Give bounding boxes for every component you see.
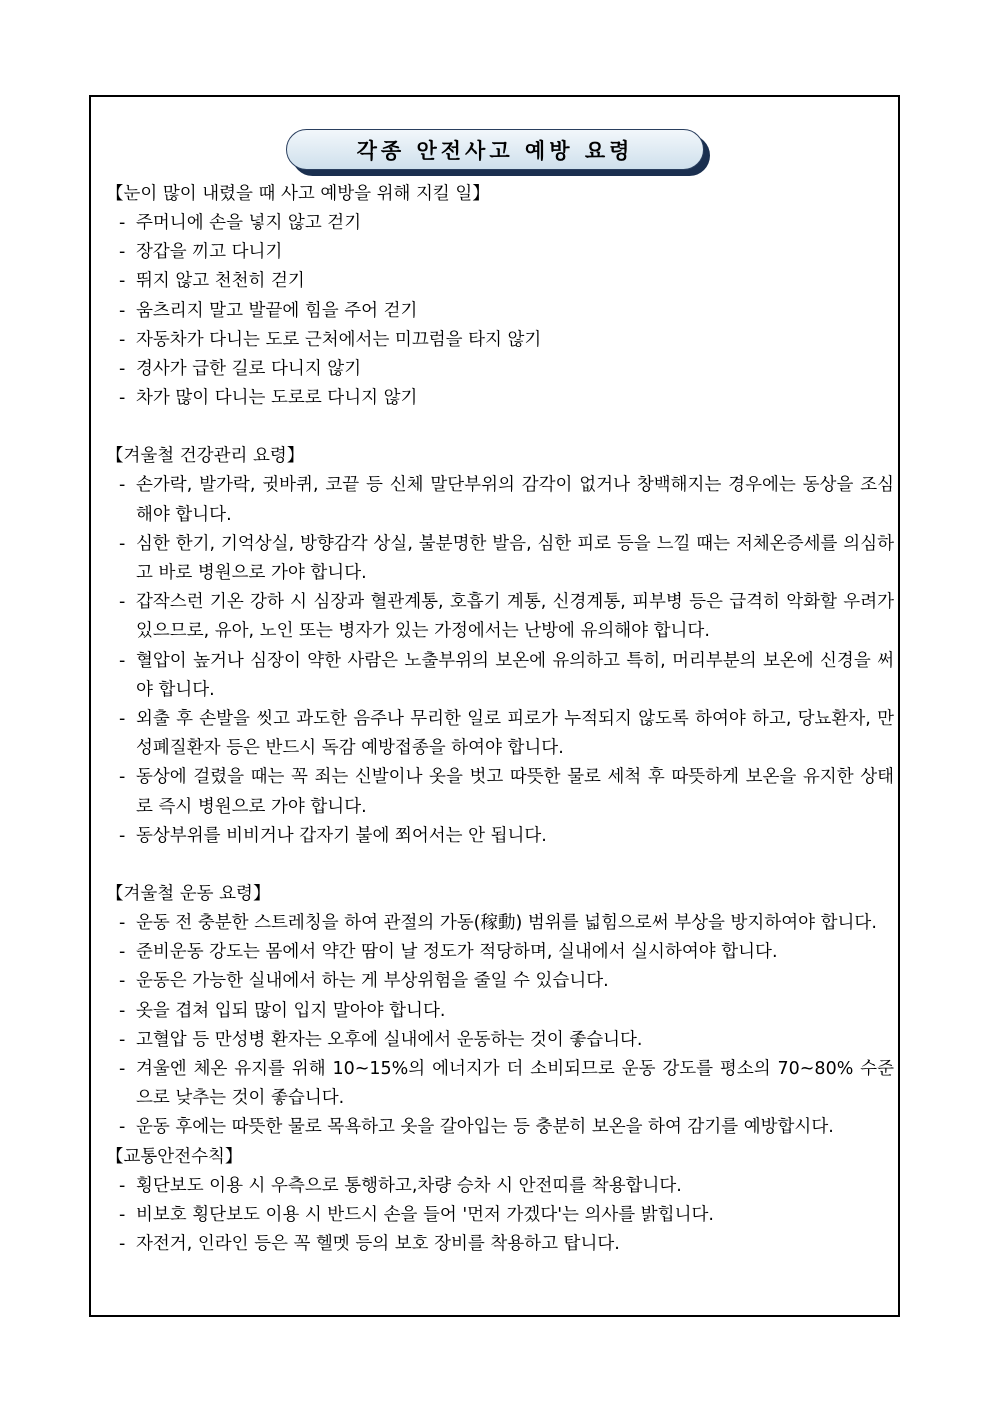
list-item: - 동상에 걸렸을 때는 꼭 죄는 신발이나 옷을 벗고 따뜻한 물로 세척 후 따뜻하게 보온을 유지한 상태로 즉시 병원으로 가야 합니다. — [106, 763, 894, 821]
list-item: - 준비운동 강도는 몸에서 약간 땀이 날 정도가 적당하며, 실내에서 실시하여야 합니다. — [106, 938, 894, 967]
page-title: 각종 안전사고 예방 요령 — [356, 138, 634, 163]
list-item: - 장갑을 끼고 다니기 — [106, 238, 894, 267]
list-item: - 운동 전 충분한 스트레칭을 하여 관절의 가동(稼動) 범위를 넓힘으로써 부상을 방지하여야 합니다. — [106, 909, 894, 938]
list-item: - 겨울엔 체온 유지를 위해 10~15%의 에너지가 더 소비되므로 운동 강도를 평소의 70~80% 수준으로 낮추는 것이 좋습니다. — [106, 1055, 894, 1113]
list-item: - 심한 한기, 기억상실, 방향감각 상실, 불분명한 발음, 심한 피로 등을 느낄 때는 저체온증세를 의심하고 바로 병원으로 가야 합니다. — [106, 530, 894, 588]
list-item: - 경사가 급한 길로 다니지 않기 — [106, 355, 894, 384]
item-list — [106, 909, 894, 1143]
list-item: - 비보호 횡단보도 이용 시 반드시 손을 들어 '먼저 가겠다'는 의사를 밝힙니다. — [106, 1201, 894, 1230]
list-item: - 혈압이 높거나 심장이 약한 사람은 노출부위의 보온에 유의하고 특히, 머리부분의 보온에 신경을 써야 합니다. — [106, 647, 894, 705]
list-item: - 운동은 가능한 실내에서 하는 게 부상위험을 줄일 수 있습니다. — [106, 967, 894, 996]
list-item: - 손가락, 발가락, 귓바퀴, 코끝 등 신체 말단부위의 감각이 없거나 창백해지는 경우에는 동상을 조심해야 합니다. — [106, 471, 894, 529]
list-item: - 갑작스런 기온 강하 시 심장과 혈관계통, 호흡기 계통, 신경계통, 피부병 등은 급격히 악화할 우려가 있으므로, 유아, 노인 또는 병자가 있는 가정에서는 난방에 유의해야 합니다. — [106, 588, 894, 646]
section-heading: 【교통안전수칙】 — [106, 1146, 243, 1167]
document-body — [106, 180, 894, 1259]
list-item: - 자전거, 인라인 등은 꼭 헬멧 등의 보호 장비를 착용하고 탑니다. — [106, 1230, 894, 1259]
title-banner — [286, 129, 704, 170]
list-item: - 동상부위를 비비거나 갑자기 불에 쬐어서는 안 됩니다. — [106, 822, 894, 851]
item-list — [106, 1172, 894, 1260]
item-list — [106, 209, 894, 413]
section-traffic-safety — [106, 1143, 894, 1260]
item-list — [106, 471, 894, 851]
section-heading: 【겨울철 운동 요령】 — [106, 884, 271, 905]
list-item: - 외출 후 손발을 씻고 과도한 음주나 무리한 일로 피로가 누적되지 않도록 하여야 하고, 당뇨환자, 만성폐질환자 등은 반드시 독감 예방접종을 하여야 합니다. — [106, 705, 894, 763]
section-heading: 【눈이 많이 내렸을 때 사고 예방을 위해 지킬 일】 — [106, 184, 490, 204]
list-item: - 뛰지 않고 천천히 걷기 — [106, 267, 894, 296]
list-item: - 운동 후에는 따뜻한 물로 목욕하고 옷을 갈아입는 등 충분히 보온을 하여 감기를 예방합시다. — [106, 1113, 894, 1142]
section-winter-exercise — [106, 880, 894, 1143]
list-item: - 자동차가 다니는 도로 근처에서는 미끄럼을 타지 않기 — [106, 326, 894, 355]
list-item: - 주머니에 손을 넣지 않고 걷기 — [106, 209, 894, 238]
list-item: - 움츠리지 말고 발끝에 힘을 주어 걷기 — [106, 297, 894, 326]
section-heading: 【겨울철 건강관리 요령】 — [106, 446, 305, 467]
list-item: - 고혈압 등 만성병 환자는 오후에 실내에서 운동하는 것이 좋습니다. — [106, 1026, 894, 1055]
list-item: - 차가 많이 다니는 도로로 다니지 않기 — [106, 384, 894, 413]
section-snow-safety — [106, 180, 894, 413]
section-winter-health — [106, 442, 894, 851]
list-item: - 옷을 겹쳐 입되 많이 입지 말아야 합니다. — [106, 997, 894, 1026]
list-item: - 횡단보도 이용 시 우측으로 통행하고,차량 승차 시 안전띠를 착용합니다. — [106, 1172, 894, 1201]
